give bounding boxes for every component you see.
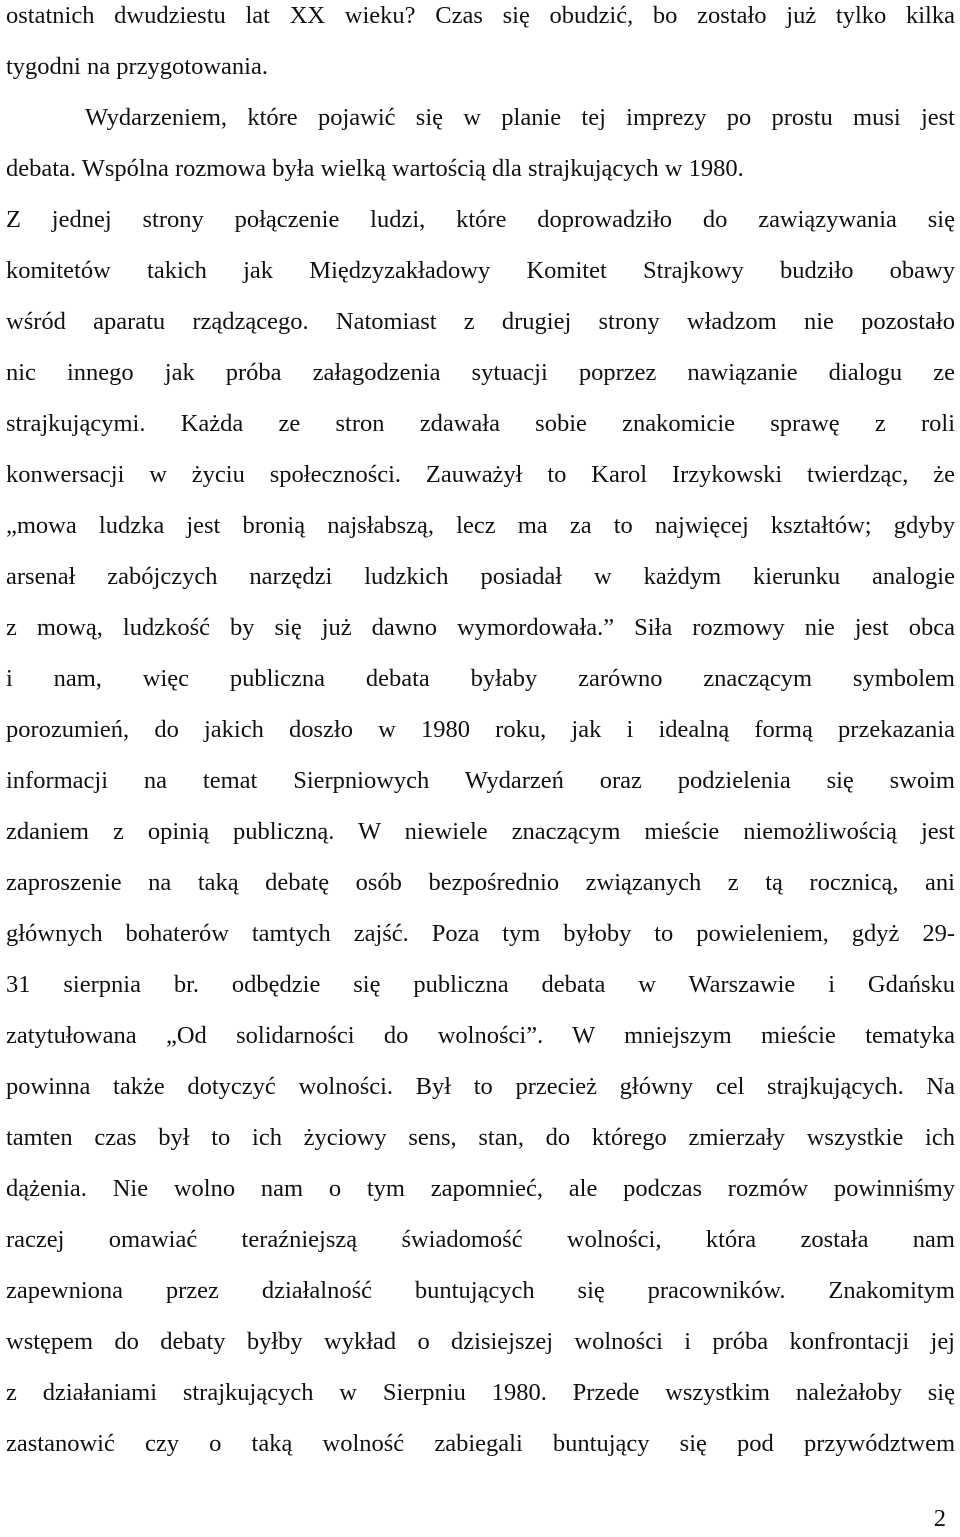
text-line: porozumień, do jakich doszło w 1980 roku, jak i idealną formą przekazania	[6, 716, 955, 743]
text-line: i nam, więc publiczna debata byłaby zarówno znaczącym symbolem	[6, 665, 955, 692]
paragraph-first-line: Wydarzeniem, które pojawić się w planie tej imprezy po prostu musi jest	[85, 104, 955, 131]
text-line: arsenał zabójczych narzędzi ludzkich posiadał w każdym kierunku analogie	[6, 563, 955, 590]
text-line: ostatnich dwudziestu lat XX wieku? Czas się obudzić, bo zostało już tylko kilka	[6, 2, 955, 29]
text-line: informacji na temat Sierpniowych Wydarzeń oraz podzielenia się swoim	[6, 767, 955, 794]
text-line: zaproszenie na taką debatę osób bezpośrednio związanych z tą rocznicą, ani	[6, 869, 955, 896]
text-line: wśród aparatu rządzącego. Natomiast z drugiej strony władzom nie pozostało	[6, 308, 955, 335]
text-line: dążenia. Nie wolno nam o tym zapomnieć, ale podczas rozmów powinniśmy	[6, 1175, 955, 1202]
text-line: zdaniem z opinią publiczną. W niewiele znaczącym mieście niemożliwością jest	[6, 818, 955, 845]
text-line: zastanowić czy o taką wolność zabiegali buntujący się pod przywództwem	[6, 1430, 955, 1457]
text-line: strajkującymi. Każda ze stron zdawała sobie znakomicie sprawę z roli	[6, 410, 955, 437]
text-line: debata. Wspólna rozmowa była wielką wartością dla strajkujących w 1980.	[6, 155, 744, 182]
text-line: tamten czas był to ich życiowy sens, stan, do którego zmierzały wszystkie ich	[6, 1124, 955, 1151]
body-text	[6, 0, 955, 1469]
page-number: 2	[933, 1505, 946, 1532]
text-line: „mowa ludzka jest bronią najsłabszą, lecz ma za to najwięcej kształtów; gdyby	[6, 512, 955, 539]
text-line: tygodni na przygotowania.	[6, 53, 268, 80]
text-line: głównych bohaterów tamtych zajść. Poza tym byłoby to powieleniem, gdyż 29-	[6, 920, 955, 947]
text-line: 31 sierpnia br. odbędzie się publiczna debata w Warszawie i Gdańsku	[6, 971, 955, 998]
text-line: z mową, ludzkość by się już dawno wymordowała.” Siła rozmowy nie jest obca	[6, 614, 955, 641]
text-line: zapewniona przez działalność buntujących się pracowników. Znakomitym	[6, 1277, 955, 1304]
text-line: konwersacji w życiu społeczności. Zauważył to Karol Irzykowski twierdząc, że	[6, 461, 955, 488]
text-line: Z jednej strony połączenie ludzi, które doprowadziło do zawiązywania się	[6, 206, 955, 233]
text-line: zatytułowana „Od solidarności do wolności”. W mniejszym mieście tematyka	[6, 1022, 955, 1049]
text-line: komitetów takich jak Międzyzakładowy Komitet Strajkowy budziło obawy	[6, 257, 955, 284]
text-line: nic innego jak próba załagodzenia sytuacji poprzez nawiązanie dialogu ze	[6, 359, 955, 386]
text-line: powinna także dotyczyć wolności. Był to przecież główny cel strajkujących. Na	[6, 1073, 955, 1100]
text-line: z działaniami strajkujących w Sierpniu 1980. Przede wszystkim należałoby się	[6, 1379, 955, 1406]
text-line: raczej omawiać teraźniejszą świadomość wolności, która została nam	[6, 1226, 955, 1253]
text-line: wstępem do debaty byłby wykład o dzisiejszej wolności i próba konfrontacji jej	[6, 1328, 955, 1355]
